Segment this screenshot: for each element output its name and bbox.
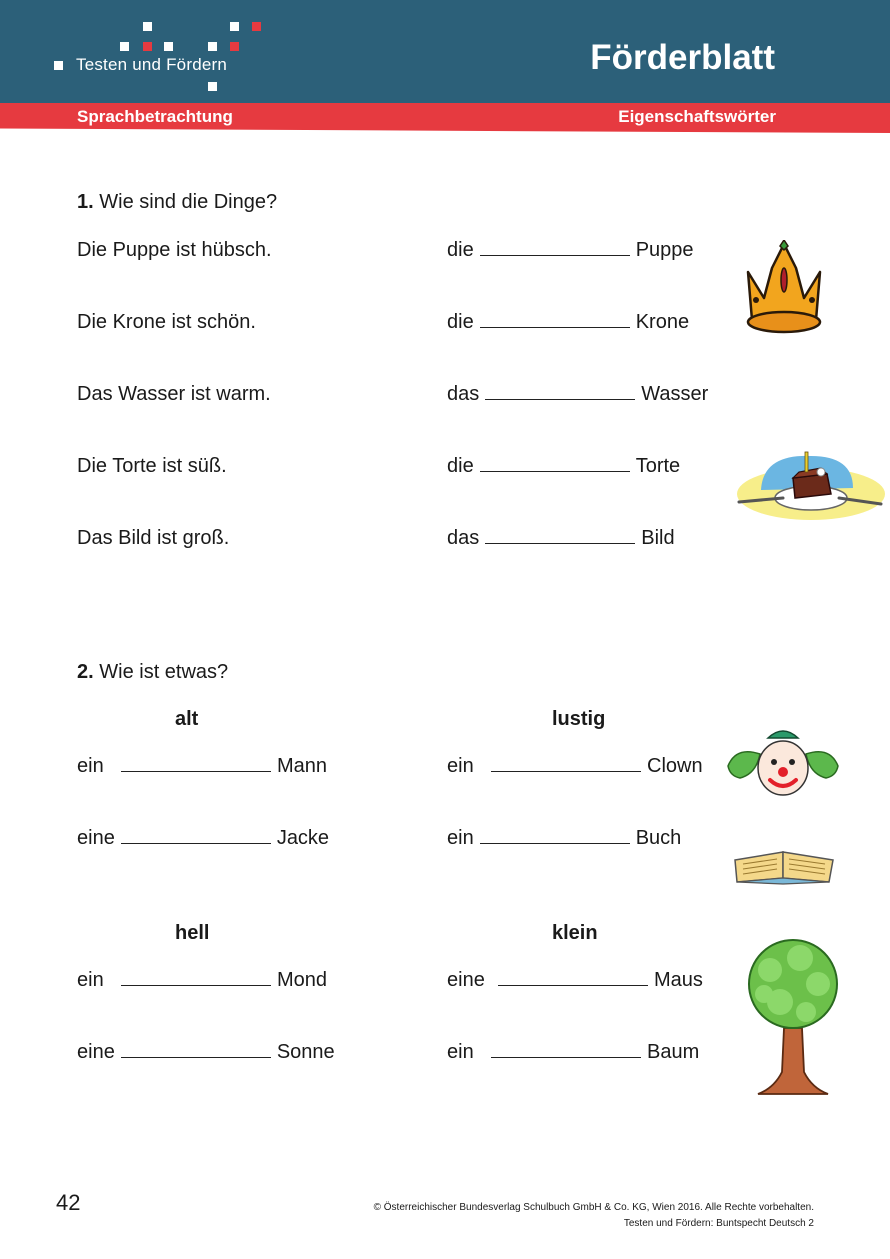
sentence: Die Krone ist schön. [77,311,256,333]
fill-row [447,311,689,334]
answer-blank[interactable] [121,829,271,844]
noun: Torte [635,455,681,477]
noun: Jacke [276,827,330,849]
fill-row [447,527,675,550]
article: eine [447,969,485,991]
noun: Buch [635,827,682,849]
fill-row [447,455,680,478]
book-illustration [731,838,837,886]
answer-blank[interactable] [480,457,630,472]
article: ein [77,755,104,777]
article: die [447,455,474,477]
page-number: 42 [56,1190,81,1215]
topic-label: Eigenschaftswörter [618,107,776,126]
noun: Puppe [635,239,694,261]
fill-row [77,827,329,850]
logo-text: Testen und Fördern [76,55,228,74]
noun: Maus [654,969,703,991]
keyword-hell: hell [175,922,210,944]
noun: Bild [641,527,675,549]
answer-blank[interactable] [121,1043,271,1058]
noun: Wasser [641,383,709,405]
article: eine [77,827,115,849]
article: ein [447,755,474,777]
sentence: Die Puppe ist hübsch. [77,239,272,261]
series-text: Testen und Fördern: Buntspecht Deutsch 2 [623,1218,814,1229]
article: das [447,527,480,549]
keyword-lustig: lustig [552,708,606,730]
article: eine [77,1041,115,1063]
fill-row [77,969,327,992]
keyword-alt: alt [175,708,199,730]
answer-blank[interactable] [121,757,271,772]
article: ein [447,1041,474,1063]
answer-blank[interactable] [485,529,635,544]
answer-blank[interactable] [485,385,635,400]
noun: Krone [635,311,690,333]
article: ein [447,827,474,849]
header-banner [0,0,890,103]
article: das [447,383,480,405]
exercise1-heading [77,191,277,214]
fill-row [447,827,681,850]
sentence: Die Torte ist süß. [77,455,227,477]
fill-row [447,383,708,406]
category-label: Sprachbetrachtung [77,107,233,126]
fill-row [447,239,694,262]
sentence: Das Bild ist groß. [77,527,230,549]
article: ein [77,969,104,991]
footer-credits [374,1200,814,1232]
copyright-text: © Österreichischer Bundesverlag Schulbuch GmbH & Co. KG, Wien 2016. Alle Rechte vorbehalten. [373,1202,814,1213]
fill-row [77,755,327,778]
answer-blank[interactable] [491,1043,641,1058]
fill-row [447,969,703,992]
exercise1-question: Wie sind die Dinge? [99,191,278,213]
crown-illustration [742,240,826,336]
noun: Mann [277,755,328,777]
exercise2-heading [77,661,228,684]
answer-blank[interactable] [491,757,641,772]
noun: Clown [647,755,703,777]
fill-row [77,1041,335,1064]
answer-blank[interactable] [480,241,630,256]
article: die [447,239,474,261]
answer-blank[interactable] [498,971,648,986]
exercise2-number: 2. [77,661,94,683]
answer-blank[interactable] [480,829,630,844]
noun: Mond [277,969,328,991]
exercise1-number: 1. [77,191,94,213]
fill-row [447,1041,699,1064]
noun: Sonne [276,1041,335,1063]
answer-blank[interactable] [121,971,271,986]
clown-illustration [726,726,840,798]
exercise2-question: Wie ist etwas? [99,661,229,683]
article: die [447,311,474,333]
cake-illustration [733,444,885,524]
page-title: Förderblatt [590,38,775,77]
tree-illustration [744,932,842,1096]
keyword-klein: klein [552,922,598,944]
sentence: Das Wasser ist warm. [77,383,271,405]
noun: Baum [647,1041,700,1063]
fill-row [447,755,703,778]
answer-blank[interactable] [480,313,630,328]
